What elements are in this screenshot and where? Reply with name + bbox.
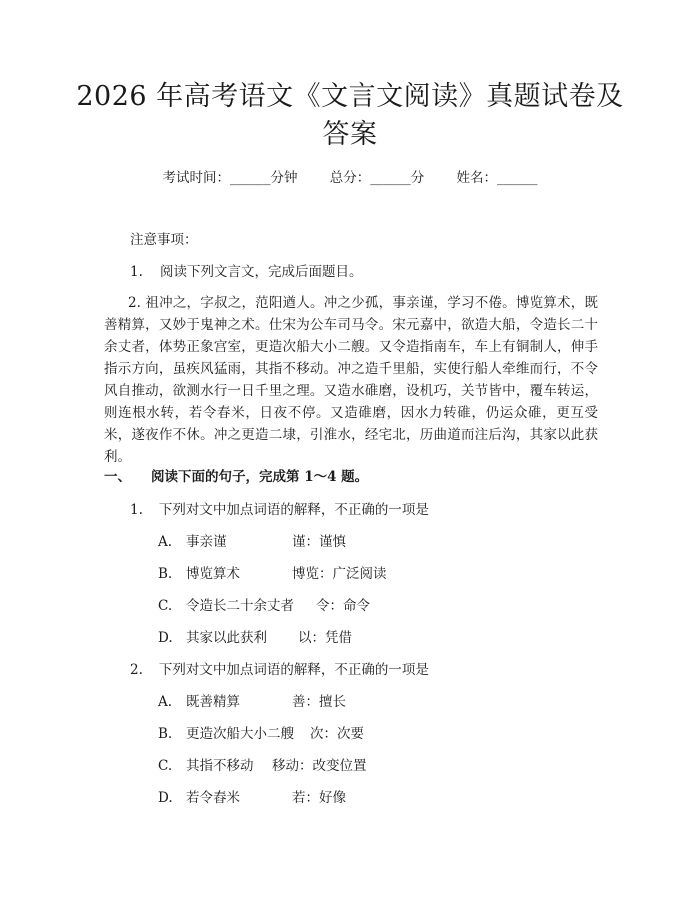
- question-1-number: 1.: [130, 502, 143, 518]
- option-phrase: 既善精算: [186, 694, 240, 710]
- passage: 2. 祖冲之，字叔之，范阳遒人。冲之少孤，事亲谨，学习不倦。博览算术，既善精算，又妙于鬼神之术。仕宋为公车司马令。宋元嘉中，欲造大船，令造长二十余丈者，体势正象宫室，更造次船大小二艘。又令造指南车，车上有铜制人，伸手指示方向，虽疾风猛雨，其指不移动。冲之造千里船，实使行船人牵维而行，不令风自推动，欲测水行一日千里之理。又造水碓磨，设机巧，关节皆中，覆车转运，则连根水转，若令春米，日夜不停。又造碓磨，因水力转碓，仍运众碓，更互受米，遂夜作不休。冲之更造二埭，引淮水，经宅北，历曲道而注后沟，其家以此获利。: [104, 295, 598, 465]
- option-explanation: 次：次要: [310, 726, 364, 742]
- option-phrase: 若令舂米: [186, 790, 240, 806]
- document-title: [60, 78, 640, 154]
- option-explanation: 令：命令: [316, 598, 370, 614]
- section-1-number: 一、: [104, 469, 131, 485]
- option-label: B.: [158, 726, 173, 742]
- option-explanation: 移动：改变位置: [272, 758, 367, 774]
- question-1-stem: 下列对文中加点词语的解释，不正确的一项是: [158, 502, 429, 518]
- q1-option-c: [158, 596, 370, 616]
- exam-time: 考试时间：______分钟: [162, 170, 298, 186]
- option-label: C.: [158, 758, 173, 774]
- notes-heading: 注意事项：: [130, 232, 198, 248]
- option-explanation: 博览：广泛阅读: [292, 566, 387, 582]
- q2-option-d: [158, 788, 346, 808]
- option-phrase: 其指不移动: [186, 758, 254, 774]
- option-label: A.: [158, 534, 173, 550]
- question-1: [130, 500, 429, 520]
- q2-option-a: [158, 692, 346, 712]
- option-explanation: 若：好像: [292, 790, 346, 806]
- option-explanation: 善：擅长: [292, 694, 346, 710]
- q2-option-c: [158, 756, 367, 776]
- q1-option-b: [158, 564, 387, 584]
- q2-option-b: [158, 724, 364, 744]
- question-2-number: 2.: [130, 662, 143, 678]
- option-label: C.: [158, 598, 173, 614]
- option-explanation: 谨：谨慎: [292, 534, 346, 550]
- exam-meta: [0, 168, 700, 188]
- option-phrase: 更造次船大小二艘: [186, 726, 294, 742]
- option-label: D.: [158, 630, 173, 646]
- title-line-1: 2026 年高考语文《文言文阅读》真题试卷及: [76, 81, 624, 112]
- section-1-heading: [104, 467, 368, 487]
- option-label: D.: [158, 790, 173, 806]
- section-1-text: 阅读下面的句子，完成第 1～4 题。: [151, 469, 369, 485]
- option-phrase: 博览算术: [186, 566, 240, 582]
- question-2: [130, 660, 429, 680]
- question-2-stem: 下列对文中加点词语的解释，不正确的一项是: [158, 662, 429, 678]
- q1-option-a: [158, 532, 346, 552]
- option-phrase: 事亲谨: [186, 534, 227, 550]
- option-label: B.: [158, 566, 173, 582]
- exam-name: 姓名：______: [456, 170, 538, 186]
- q1-option-d: [158, 628, 352, 648]
- title-line-2: 答案: [322, 119, 378, 150]
- option-label: A.: [158, 694, 173, 710]
- option-phrase: 令造长二十余丈者: [186, 598, 294, 614]
- option-explanation: 以：凭借: [298, 630, 352, 646]
- note-1: 1. 阅读下列文言文，完成后面题目。: [130, 264, 363, 280]
- option-phrase: 其家以此获利: [186, 630, 267, 646]
- exam-score: 总分：______分: [329, 170, 425, 186]
